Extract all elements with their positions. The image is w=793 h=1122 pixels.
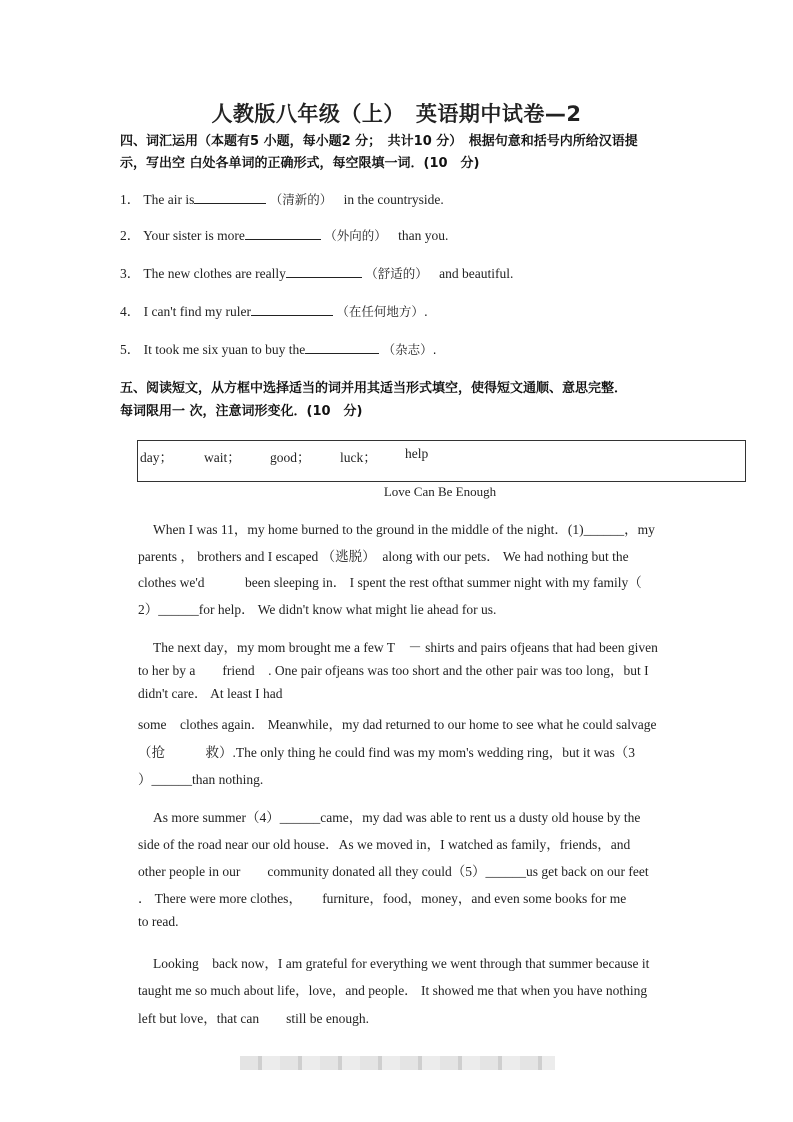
word-box-item: wait； [204, 450, 241, 465]
question-text: I can't find my ruler [143, 304, 252, 319]
word-box-item: day； [140, 450, 173, 465]
chinese-hint: （在任何地方）. [336, 304, 428, 319]
blurred-footer-watermark [240, 1056, 555, 1070]
chinese-hint: （杂志）. [382, 342, 437, 357]
question-5 [120, 338, 437, 358]
chinese-hint: （清新的） [269, 192, 333, 207]
passage-line: some clothes again． Meanwhile，my dad returned to our home to see what he could salvage [138, 717, 657, 732]
passage-line: The next day，my mom brought me a few T － shirts and pairs ofjeans that had been given [153, 640, 658, 655]
question-1 [120, 188, 444, 208]
passage-line: didn't care． At least I had [138, 686, 283, 701]
question-text: Your sister is more [143, 228, 245, 243]
question-text-after: and beautiful. [439, 266, 514, 281]
passage-line: As more summer（4）______came，my dad was able to rent us a dusty old house by the [153, 810, 641, 825]
passage-line: taught me so much about life，love，and people． It showed me that when you have nothing [138, 983, 648, 998]
chinese-hint: （外向的） [324, 228, 387, 243]
passage-line: side of the road near our old house．As we moved in，I watched as family，friends，and [138, 837, 631, 852]
section4-heading-line1: 四、词汇运用（本题有5 小题，每小题2 分； 共计10 分） 根据句意和括号内所给汉语提 [120, 134, 638, 149]
passage-line: to her by a friend . One pair ofjeans was too short and the other pair was too long，but I [138, 663, 649, 678]
passage-line: left but love，that can still be enough. [138, 1011, 369, 1026]
answer-blank[interactable] [305, 339, 379, 354]
passage-line: （抢 救）.The only thing he could find was my mom's wedding ring，but it was（3 [138, 745, 636, 760]
page-title: 人教版八年级（上） 英语期中试卷—2 [211, 102, 582, 126]
question-number: 3． [120, 266, 141, 281]
question-number: 2． [120, 228, 141, 243]
answer-blank[interactable] [286, 263, 362, 278]
passage-line: ． There were more clothes， furniture，food，money，and even some books for me [138, 891, 627, 906]
question-text: The air is [143, 192, 195, 207]
word-box-item: help [405, 446, 429, 461]
question-text-after: in the countryside. [343, 192, 444, 207]
section5-heading-line1: 五、阅读短文，从方框中选择适当的词并用其适当形式填空，使得短文通顺、意思完整． [120, 381, 628, 396]
passage-line: clothes we'd been sleeping in． I spent the rest ofthat summer night with my family（ [138, 575, 642, 590]
chinese-hint: （舒适的） [365, 266, 428, 281]
answer-blank[interactable] [251, 301, 333, 316]
question-text: It took me six yuan to buy the [143, 342, 306, 357]
passage-line: to read. [138, 914, 179, 929]
question-number: 5． [120, 342, 141, 357]
answer-blank[interactable] [245, 225, 321, 240]
section4-heading-line2: 示，写出空 白处各单词的正确形式，每空限填一词．(10 分) [120, 156, 480, 171]
question-text: The new clothes are really [143, 266, 286, 281]
word-box [137, 440, 746, 482]
question-number: 4． [120, 304, 141, 319]
passage-line: Looking back now，I am grateful for everything we went through that summer because it [153, 956, 650, 971]
passage-line: 2）______for help． We didn't know what might lie ahead for us. [138, 602, 497, 617]
passage-line: ）______than nothing. [138, 772, 264, 787]
word-box-item: luck； [340, 450, 377, 465]
passage-line: parents ， brothers and I escaped （逃脱） along with our pets． We had nothing but the [138, 549, 629, 564]
question-number: 1． [120, 192, 141, 207]
answer-blank[interactable] [194, 189, 266, 204]
question-4 [120, 300, 428, 320]
word-box-item: good； [270, 450, 311, 465]
question-text-after: than you. [398, 228, 449, 243]
passage-line: When I was 11，my home burned to the ground in the middle of the night．(1)______，my [153, 522, 655, 537]
passage-line: other people in our community donated all they could（5）______us get back on our feet [138, 864, 649, 879]
question-3 [120, 262, 513, 282]
section5-heading-line2: 每词限用一 次，注意词形变化．(10 分) [120, 404, 363, 419]
passage-title: Love Can Be Enough [383, 484, 497, 499]
question-2 [120, 224, 448, 244]
